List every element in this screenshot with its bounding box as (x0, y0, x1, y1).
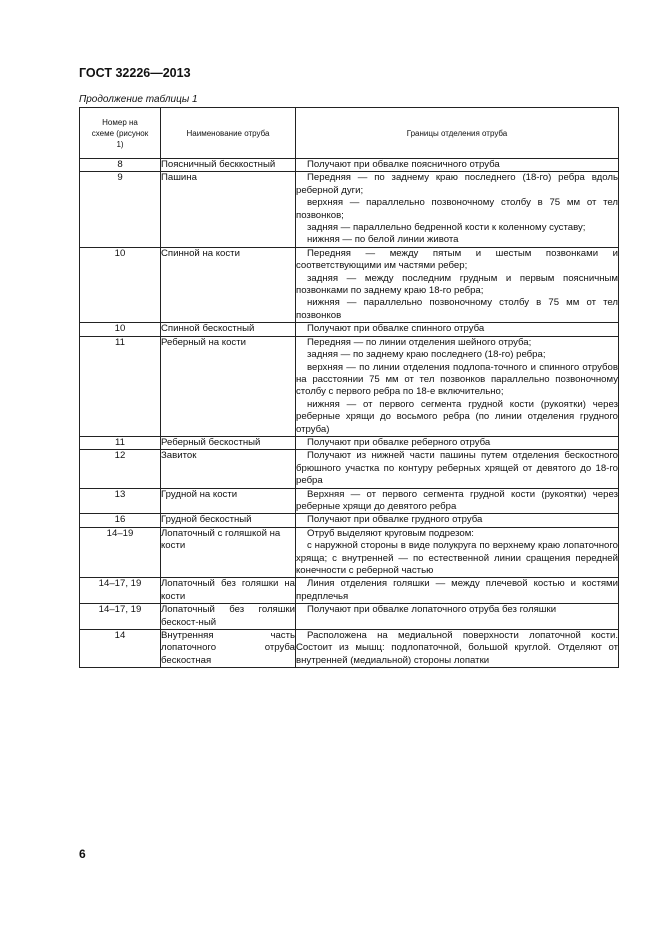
boundary-line: задняя — между последним грудным и первым поясничным позвонками по заднему краю 18-го ребра; (296, 272, 618, 297)
boundary-line: Получают при обвалке лопаточного отруба без голяшки (307, 604, 557, 616)
cell-cut-name: Грудной на кости (161, 488, 296, 514)
boundary-line: Линия отделения голяшки — между плечевой костью и костями предплечья (296, 578, 618, 602)
boundary-line: Получают при обвалке реберного отруба (307, 436, 491, 448)
cell-cut-name: Внутренняя часть лопаточного отруба бескостная (161, 630, 295, 666)
table-row (80, 323, 619, 336)
boundary-line: Получают при обвалке грудного отруба (307, 514, 483, 526)
boundary-line: Получают при обвалке спинного отруба (307, 323, 485, 335)
cell-scheme-number: 14 (80, 630, 161, 668)
cell-cut-name: Реберный на кости (161, 336, 296, 436)
table-row (80, 527, 619, 578)
cell-boundaries (296, 604, 619, 630)
cell-cut-name: Лопаточный с голяшкой на кости (161, 527, 296, 578)
column-header-name: Наименование отруба (161, 108, 296, 159)
cell-scheme-number: 11 (80, 436, 161, 449)
cell-boundaries (296, 436, 619, 449)
table-row (80, 488, 619, 514)
boundary-line: верхняя — параллельно позвоночному столбу в 75 мм от тел позвонков; (296, 197, 618, 221)
table-caption: Продолжение таблицы 1 (79, 94, 198, 105)
cell-scheme-number: 16 (80, 514, 161, 527)
cell-boundaries (296, 323, 619, 336)
boundary-line: Передняя — по заднему краю последнего (18-го) ребра вдоль реберной дуги; (296, 172, 618, 196)
column-header-boundaries: Границы отделения отруба (296, 108, 619, 159)
table-row (80, 336, 619, 436)
cell-boundaries (296, 488, 619, 514)
cell-scheme-number: 14–19 (80, 527, 161, 578)
cell-boundaries (296, 172, 619, 247)
table-header-row (80, 108, 619, 159)
cell-boundaries (296, 247, 619, 322)
cell-cut-name: Реберный бескостный (161, 436, 296, 449)
page-number: 6 (79, 847, 86, 861)
boundary-line: с наружной стороны в виде полукруга по верхнему краю лопаточного хряща; с внутренней — по естественной линии сращения передней конечности с реберной частью (296, 540, 618, 576)
boundary-line: Расположена на медиальной поверхности лопаточной кости. Состоит из мышц: подлопаточной, большой круглой. Отделяют от внутренней (медиальной) стороны лопатки (296, 630, 618, 666)
cell-scheme-number: 12 (80, 450, 161, 488)
cell-cut-name: Поясничный бесккостный (161, 159, 296, 172)
cell-boundaries (296, 336, 619, 436)
table-row (80, 630, 619, 668)
cell-cut-name: Завиток (161, 450, 296, 488)
cell-boundaries (296, 630, 619, 668)
table-row (80, 578, 619, 604)
boundary-line: Получают при обвалке поясничного отруба (307, 159, 500, 170)
boundary-line: Передняя — между пятым и шестым позвонками и соответствующими им частями ребер; (296, 247, 618, 272)
cell-scheme-number: 10 (80, 323, 161, 336)
cell-scheme-number: 11 (80, 336, 161, 436)
boundary-line: нижняя — от первого сегмента грудной кости (рукоятки) через реберные хрящи до восьмого ребра (по линии отделения грудного отруба) (296, 398, 618, 435)
cell-scheme-number: 9 (80, 172, 161, 247)
cell-boundaries (296, 514, 619, 527)
table-row (80, 450, 619, 488)
boundary-line: Отруб выделяют круговым подрезом: (307, 527, 474, 539)
cell-boundaries (296, 527, 619, 578)
boundary-line: задняя — по заднему краю последнего (18-го) ребра; (307, 349, 546, 361)
cell-scheme-number: 8 (80, 159, 161, 172)
cell-scheme-number: 14–17, 19 (80, 604, 161, 630)
boundary-line: Верхняя — от первого сегмента грудной кости (рукоятки) через реберные хрящи до девятого ребра (296, 488, 618, 512)
cell-cut-name: Лопаточный без голяшки бескост-ный (161, 604, 295, 628)
boundary-line: верхняя — по линии отделения подлопа-точного и спинного отрубов на расстоянии 75 мм от тел позвонков параллельно позвоночному столбу с первого ребра по 18-е включительно; (296, 361, 618, 398)
table-row (80, 159, 619, 172)
cell-cut-name: Пашина (161, 172, 296, 247)
table-row (80, 247, 619, 322)
table-row (80, 172, 619, 247)
cell-cut-name: Лопаточный без голяшки на кости (161, 578, 295, 602)
table-row (80, 514, 619, 527)
cell-scheme-number: 10 (80, 247, 161, 322)
table-row (80, 604, 619, 630)
boundary-line: Передняя — по линии отделения шейного отруба; (307, 336, 532, 348)
table-row (80, 436, 619, 449)
cell-boundaries (296, 578, 619, 604)
boundary-line: задняя — параллельно бедренной кости к коленному суставу; (307, 222, 586, 234)
boundary-line: Получают из нижней части пашины путем отделения бескостного брюшного участка по контуру реберных хрящей от девятого до 18-го ребра (296, 450, 618, 487)
cell-boundaries (296, 159, 619, 172)
cell-cut-name: Спинной на кости (161, 247, 296, 322)
column-header-number: Номер на схеме (рисунок 1) (80, 108, 161, 159)
cell-scheme-number: 13 (80, 488, 161, 514)
boundary-line: нижняя — параллельно позвоночному столбу в 75 мм от тел позвонков (296, 297, 618, 321)
cell-cut-name: Спинной бескостный (161, 323, 296, 336)
cell-scheme-number: 14–17, 19 (80, 578, 161, 604)
cell-boundaries (296, 450, 619, 488)
cuts-table (79, 107, 619, 668)
boundary-line: нижняя — по белой линии живота (307, 234, 459, 246)
cell-cut-name: Грудной бескостный (161, 514, 296, 527)
document-header: ГОСТ 32226—2013 (79, 66, 191, 80)
